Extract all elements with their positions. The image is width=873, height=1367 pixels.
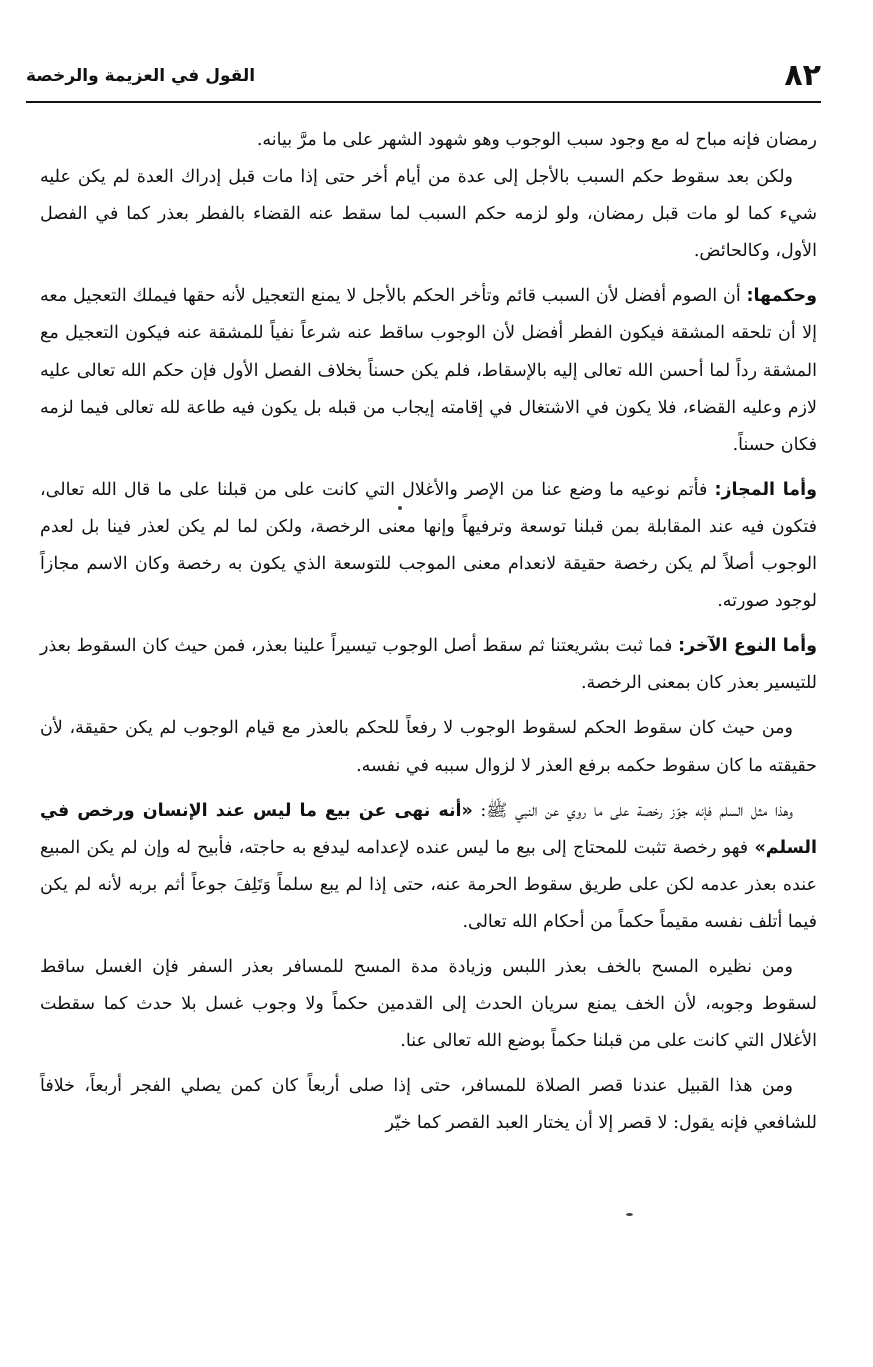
paragraph-text: أن الصوم أفضل لأن السبب قائم وتأخر الحكم بالأجل لا يمنع التعجيل لأنه حقها فيملك التعجيل معه إلا أن تلحقه المشقة فيكون الفطر أفضل لأن الوجوب ساقط عنه شرعاً نفياً للمشقة عنه فيكون التعجيل مع المشقة رداً لما أحسن الله تعالى إليه بالإسقاط، فلم يكن حسناً بخلاف الفصل الأول فإن حكم الله تعالى عليه لازم وعليه القضاء، فلا يكون في الاشتغال في إقامته إيجاب من قبله بل يكون فيه طاعة لله تعالى فيما لزمه فكان حسناً. — [40, 286, 817, 455]
page-header — [26, 56, 821, 96]
paragraph — [40, 793, 817, 941]
paragraph — [40, 710, 817, 784]
paragraph — [40, 278, 817, 463]
paragraph-text: ومن نظيره المسح بالخف بعذر اللبس وزيادة مدة المسح للمسافر بعذر السفر فإن الغسل ساقط لسقوط وجوبه، لأن الخف يمنع سريان الحدث إلى القدمين حكماً ولا وجوب غسل بلا حدث كما سقطت الأغلال التي كانت على من قبلنا حكماً بوضع الله تعالى عنا. — [40, 956, 817, 1052]
paragraph-text: فما ثبت بشريعتنا ثم سقط أصل الوجوب تيسيراً علينا بعذر، فمن حيث كان السقوط بعذر للتيسير بعذر كان بمعنى الرخصة. — [40, 636, 817, 694]
paragraph-lead: وحكمها: — [746, 286, 817, 307]
paragraph-text: رمضان فإنه مباح له مع وجود سبب الوجوب وهو شهود الشهر على ما مرَّ بيانه. — [256, 130, 817, 150]
paragraph-text: فأتم نوعيه ما وضع عنا من الإصر والأغلال التي كانت على من قبلنا على ما قال الله تعالى، فتكون فيه عند المقابلة بمن قبلنا توسعة وترفيهاً وإنها معنى الرخصة، ولكن لما لم يكن لعذر فينا بل لعدم الوجوب أصلاً لم يكن رخصة حقيقة لانعدام معنى الموجب للتوسعة الذي يكون به رخصة وكان الاسم مجازاً لوجود صورته. — [40, 479, 817, 612]
ink-speck — [398, 506, 402, 510]
paragraph — [40, 122, 817, 159]
page-number: ٨٢ — [784, 58, 821, 93]
paragraph — [40, 1068, 817, 1142]
hadith-quote: «أنه نهى عن بيع ما ليس عند الإنسان ورخص في السلم» — [40, 800, 817, 858]
paragraph — [40, 949, 817, 1060]
paragraph-text: فهو رخصة تثبت للمحتاج إلى بيع ما ليس عنده لإعدامه ليدفع به حاجته، فأبيح له وإن لم يكن المبيع عنده بعذر عدمه لكن على طريق سقوط الحرمة عنه، حتى إذا لم يبع سلماً وَتَلِفَ جوعاً أثم بربه لأنه لم يكن فيما أتلف نفسه مقيماً حكماً من أحكام الله تعالى. — [40, 837, 817, 932]
paragraph-text: ومن حيث كان سقوط الحكم لسقوط الوجوب لا رفعاً للحكم بالعذر مع قيام الوجوب لم يكن حقيقة، لأن حقيقته ما كان سقوط حكمه برفع العذر لا لزوال سببه في نفسه. — [40, 718, 817, 776]
header-rule — [26, 101, 821, 103]
ink-speck — [626, 1213, 633, 1216]
running-title: القول في العزيمة والرخصة — [26, 66, 256, 86]
paragraph-text: ولكن بعد سقوط حكم السبب بالأجل إلى عدة من أيام أخر حتى إذا مات قبل إدراك العدة لم يكن عليه شيء كما لو مات قبل رمضان، ولو لزمه حكم السبب لما سقط عنه القضاء بالفطر بعذر كما في الفصل الأول، وكالحائض. — [40, 167, 817, 262]
paragraph — [40, 159, 817, 270]
paragraph-lead: وأما المجاز: — [714, 479, 817, 500]
paragraph — [40, 472, 817, 620]
paragraph — [40, 628, 817, 702]
paragraph-text: وهذا مثل السلم فإنه جوّز رخصة على ما روي عن النبي ﷺ: — [472, 800, 793, 821]
paragraph-text: ومن هذا القبيل عندنا قصر الصلاة للمسافر، حتى إذا صلى أربعاً كان كمن يصلي الفجر أربعاً، خلافاً للشافعي فإنه يقول: لا قصر إلا أن يختار العبد القصر كما خيّر — [40, 1076, 817, 1134]
paragraph-lead: وأما النوع الآخر: — [678, 636, 817, 657]
body-text — [40, 122, 817, 1150]
